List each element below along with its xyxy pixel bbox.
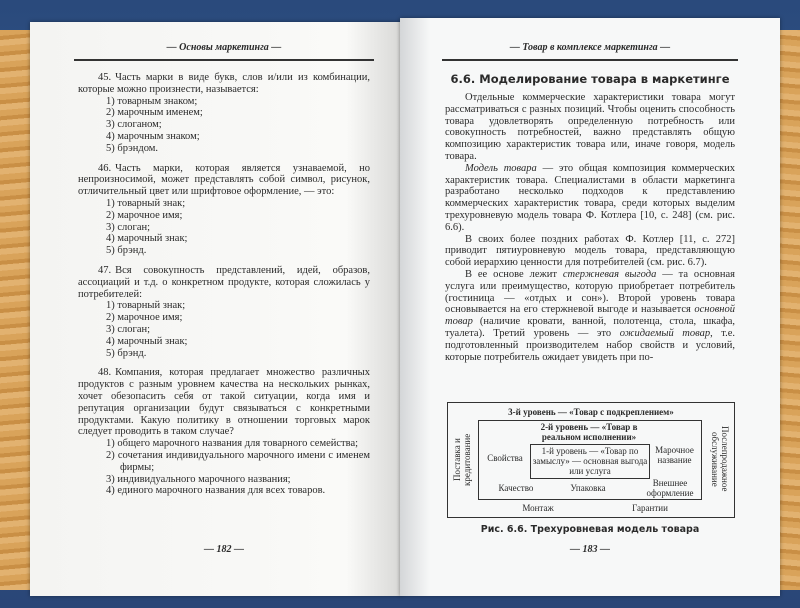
header-rule [442,59,738,61]
paragraph-text: — это общая композиция коммерческих характеристик товара. Специалистами в области маркетинга разработано несколько подходов к представлению коммерческих характеристик товара, среди которых выделим трехуровневую модель товара Ф. Котлера [10, с. 248] (см. рис. 6.6). [445,162,735,233]
quality-label: Качество [498,483,534,493]
packaging-label: Упаковка [570,483,606,493]
answer-option: 2) марочным именем; [106,107,203,119]
question-body: Компания, которая предлагает множество различных продуктов с разным уровнем качества на нескольких рынках, хочет обезопасить себя от такой ситуации, когда имя и репутация организации будут связываться с конкретными продуктами. Какую политику в отношении торговых марок следует проводить в таком случае? [78,367,370,438]
question-body: Часть марки, которая является узнаваемой, но непроизносимой, может представлять собой символ, рисунок, отличительный цвет или шрифтовое оформление, — это: [78,162,370,198]
answer-options [78,96,370,155]
questions-list [78,72,370,505]
question-number: 45. [98,72,112,83]
answer-option: 3) слоган; [106,323,151,335]
right-page [400,18,780,596]
warranty-label: Гарантии [632,503,668,513]
after-sales-label: Послепродажное обслуживание [710,426,730,492]
question-text [78,163,370,198]
paragraph-text: В ее основе лежит [465,268,563,280]
answer-option: 3) слоганом; [106,119,162,131]
figure-caption: Рис. 6.6. Трехуровневая модель товара [480,524,700,535]
paragraph: В своих более поздних работах Ф. Котлер [11, с. 272] приводит пятиуровневую модель товара, представляющую собой иерархию ценности для потребителей (см. рис. 6.7). [445,233,735,269]
answer-option: 4) марочный знак; [106,335,188,347]
question [78,265,370,359]
answer-option: 4) марочным знаком; [106,130,200,142]
term: ожидаемый товар [619,327,711,339]
answer-option: 1) товарным знаком; [106,95,198,107]
brand-name-label: Марочное название [655,445,694,465]
question-text [78,367,370,438]
term: основной товар [445,304,735,328]
answer-option: 3) индивидуального марочного названия; [106,473,291,485]
level2-label: 2-й уровень — «Товар в реальном исполнении» [540,422,638,442]
answer-option: 5) брэнд. [106,347,147,359]
paragraph-text: (наличие кровати, ванной, полотенца, стола, шкафа, туалета). Третий уровень — это [445,316,735,339]
level1-label: 1-й уровень — «Товар по замыслу» — основная выгода или услуга [532,446,648,476]
answer-option: 4) единого марочного названия для всех товаров. [106,485,326,497]
page-number: — 182 — [204,544,244,555]
paragraph [445,269,735,363]
answer-option: 5) брэндом. [106,142,159,154]
paragraph: Отдельные коммерческие характеристики товара могут рассматриваться с разных позиций. Чтобы оценить способность товара удовлетворять определенную потребность или совокупность потребностей, важно представлять общую композицию характеристик товара или, иначе говоря, модель товара. [445,92,735,162]
left-page [30,22,402,596]
question-text [78,265,370,300]
term: Модель товара [465,162,537,174]
term: стержневая выгода [562,268,657,280]
answer-options [78,198,370,257]
question-number: 48. [98,367,112,379]
properties-label: Свойства [487,453,523,463]
question-body: Часть марки в виде букв, слов и/или из комбинации, которые можно произнести, называется: [78,72,370,95]
question-number: 47. [98,264,112,276]
cover-left-edge [0,30,34,590]
answer-option: 1) товарный знак; [106,300,186,312]
answer-option: 4) марочный знак; [106,233,188,245]
three-level-model-figure [447,402,735,518]
question-number: 46. [98,162,112,174]
body-text [445,92,735,363]
running-header: — Товар в комплексе маркетинга — [509,42,671,53]
running-header: — Основы маркетинга — [166,42,282,53]
answer-option: 1) товарный знак; [106,197,186,209]
design-label: Внешнее оформление [646,478,694,498]
answer-option: 2) сочетания индивидуального марочного имени с именем фирмы; [106,449,370,473]
section-title: 6.6. Моделирование товара в маркетинге [450,72,730,86]
header-rule [74,59,374,61]
paragraph [445,163,735,234]
paragraph-text: — та основная услуга или преимущество, которую приобретает потребитель (гостиница — «отдых и сон»). Второй уровень товара основывается на его стержневой выгоде и называется [445,268,735,316]
answer-option: 2) марочное имя; [106,209,183,221]
paragraph-text: , т.е. подготовленный производителем набор свойств и условий, которые потребитель ожидает увидеть при по- [445,327,735,363]
question-body: Вся совокупность представлений, идей, образов, ассоциаций и т.д. о конкретном продукте, которая сложилась у потребителей: [78,264,370,300]
question [78,163,370,257]
question-text [78,72,370,96]
question [78,72,370,155]
delivery-label: Поставка и кредитование [452,433,472,487]
level3-label: 3-й уровень — «Товар с подкреплением» [508,407,674,417]
answer-options [78,300,370,359]
answer-option: 3) слоган; [106,221,151,233]
question [78,367,370,497]
installation-label: Монтаж [522,503,554,513]
page-number: — 183 — [570,544,610,555]
answer-options [78,438,370,497]
answer-option: 5) брэнд. [106,245,147,257]
answer-option: 1) общего марочного названия для товарного семейства; [106,438,359,450]
answer-option: 2) марочное имя; [106,312,183,324]
